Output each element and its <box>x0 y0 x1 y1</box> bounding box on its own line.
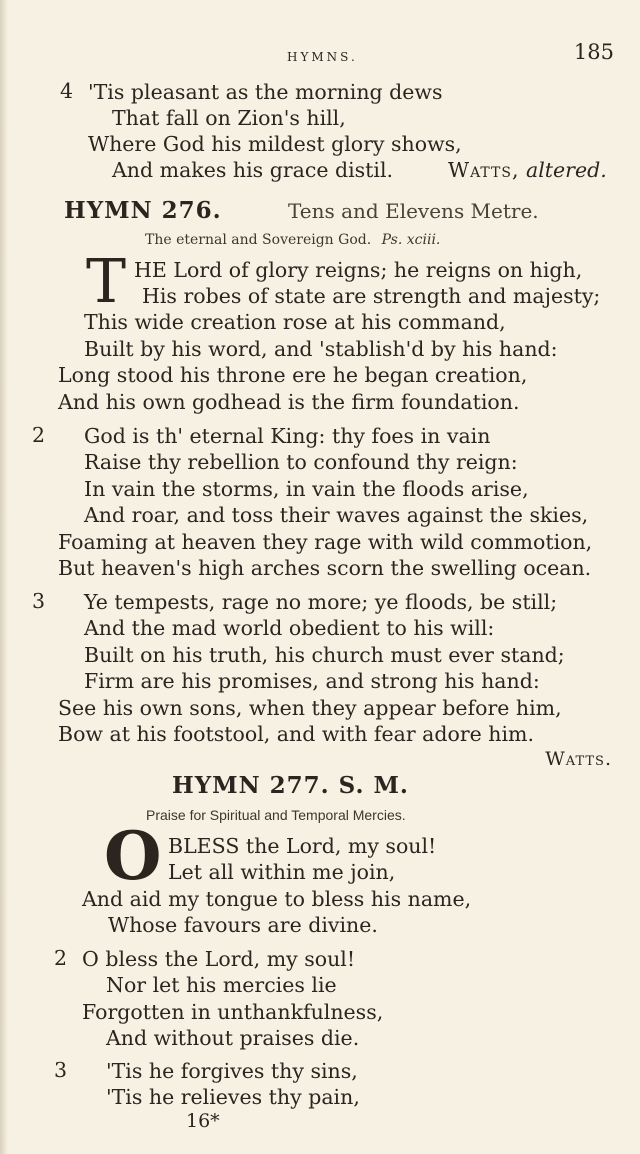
verse-number: 2 <box>54 946 68 970</box>
signature-mark: 16* <box>186 1110 220 1132</box>
hymn-title: HYMN 276. <box>64 197 222 224</box>
drop-cap: O <box>104 817 162 895</box>
verse-line: But heaven's high arches scorn the swelling ocean. <box>58 556 592 580</box>
verse-number: 2 <box>32 423 46 447</box>
verse-line: And the mad world obedient to his will: <box>84 616 495 640</box>
verse-line: Where God his mildest glory shows, <box>88 132 462 156</box>
verse-line: HE Lord of glory reigns; he reigns on high, <box>134 258 583 282</box>
verse-line: Long stood his throne ere he began creation, <box>58 363 528 387</box>
hymn-subtitle: Praise for Spiritual and Temporal Mercies. <box>146 807 406 823</box>
running-title: HYMNS. <box>287 50 358 64</box>
verse-line: Ye tempests, rage no more; ye floods, be still; <box>84 590 558 614</box>
verse-line: And his own godhead is the firm foundation. <box>58 390 520 414</box>
attribution-name: Watts, <box>448 158 520 182</box>
verse-line: And roar, and toss their waves against the skies, <box>84 503 589 527</box>
verse-line: Bow at his footstool, and with fear adore him. <box>58 722 535 746</box>
verse-number: 3 <box>54 1058 68 1082</box>
hymn-subtitle <box>145 232 440 248</box>
verse-line: God is th' eternal King: thy foes in vain <box>84 424 491 448</box>
verse-line: Built by his word, and 'stablish'd by his hand: <box>84 337 558 361</box>
verse-line: Whose favours are divine. <box>108 913 378 937</box>
verse-line: In vain the storms, in vain the floods arise, <box>84 477 529 501</box>
verse-line: Firm are his promises, and strong his hand: <box>84 669 540 693</box>
verse-line: Forgotten in unthankfulness, <box>82 1000 384 1024</box>
page-number: 185 <box>573 40 614 64</box>
verse-line: 'Tis pleasant as the morning dews <box>88 80 443 104</box>
verse-line: Built on his truth, his church must ever stand; <box>84 643 565 667</box>
verse-line: And aid my tongue to bless his name, <box>82 887 472 911</box>
verse-line: Raise thy rebellion to confound thy reign: <box>84 450 518 474</box>
verse-number: 4 <box>60 79 74 103</box>
verse-line: O bless the Lord, my soul! <box>82 947 356 971</box>
attribution <box>448 157 607 183</box>
hymn-title: HYMN 277. S. M. <box>172 772 409 799</box>
verse-line: BLESS the Lord, my soul! <box>168 834 437 858</box>
verse-number: 3 <box>32 589 46 613</box>
verse-line: 'Tis he forgives thy sins, <box>106 1059 358 1083</box>
scripture-reference: Ps. xciii. <box>381 232 441 248</box>
verse-line: This wide creation rose at his command, <box>84 310 506 334</box>
verse-line: 'Tis he relieves thy pain, <box>106 1085 360 1109</box>
verse-line: Foaming at heaven they rage with wild commotion, <box>58 530 593 554</box>
verse-line: And without praises die. <box>106 1026 360 1050</box>
page-binding-edge <box>0 0 8 1154</box>
verse-line: Let all within me join, <box>168 860 396 884</box>
attribution-note: altered. <box>526 158 607 182</box>
hymn-meter: Tens and Elevens Metre. <box>288 199 539 223</box>
attribution: Watts. <box>545 748 612 770</box>
hymn-subtitle-text: The eternal and Sovereign God. <box>145 232 372 248</box>
drop-cap: T <box>86 247 127 317</box>
verse-line: That fall on Zion's hill, <box>112 106 346 130</box>
verse-line: His robes of state are strength and majesty; <box>142 284 601 308</box>
verse-line: And makes his grace distil. <box>112 158 394 182</box>
verse-line: See his own sons, when they appear before him, <box>58 696 562 720</box>
verse-line: Nor let his mercies lie <box>106 973 337 997</box>
